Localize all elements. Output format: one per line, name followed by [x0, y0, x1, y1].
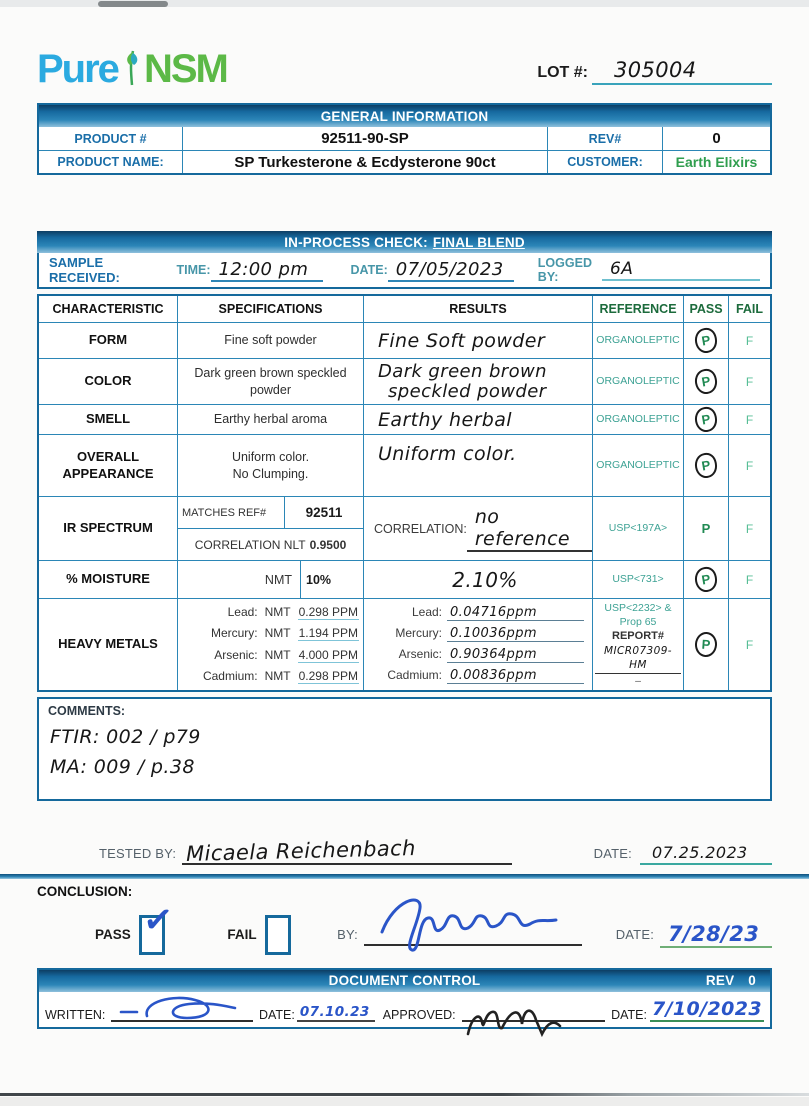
- color-pass: P: [700, 373, 712, 390]
- color-result-line2: speckled powder: [388, 380, 547, 402]
- form-characteristic: FORM: [88, 332, 128, 348]
- tested-by-signature-field: [182, 835, 512, 867]
- lot-number-label: LOT #:: [537, 64, 588, 81]
- sample-date-label: DATE:: [350, 263, 388, 277]
- table-row-ir-spectrum: [39, 496, 770, 560]
- heavy-metals-characteristic: HEAVY METALS: [58, 636, 158, 652]
- color-spec-line1: Dark green brown speckled: [194, 366, 347, 381]
- conclusion-by-label: BY:: [337, 927, 358, 942]
- pure-nsm-logo: [37, 47, 227, 89]
- ir-pass: P: [683, 497, 728, 560]
- form-reference: ORGANOLEPTIC: [592, 323, 683, 358]
- pass-checkmark: ✓: [140, 897, 176, 941]
- comment-line-ma: MA: 009 / p.38: [50, 756, 195, 778]
- hm-result-arsenic-label: Arsenic:: [398, 647, 442, 661]
- smell-reference: ORGANOLEPTIC: [592, 405, 683, 434]
- document-sheet: [37, 7, 772, 1029]
- ir-spec-cell: [177, 497, 363, 560]
- hm-result-cadmium-label: Cadmium:: [387, 668, 442, 682]
- tested-by-signature: Micaela Reichenbach: [185, 835, 417, 867]
- approved-date-value: 7/10/2023: [651, 997, 762, 1020]
- tested-date-label: DATE:: [593, 846, 632, 861]
- form-result: Fine Soft powder: [378, 329, 546, 352]
- sample-received-row: [37, 253, 772, 289]
- heavy-metals-pass-circle: [694, 631, 718, 657]
- hm-spec-mercury-label: Mercury:: [210, 626, 258, 641]
- form-pass-circle: [693, 326, 719, 354]
- table-row-heavy-metals: [39, 598, 770, 690]
- general-info-row-product-number: [39, 127, 770, 150]
- hm-spec-cadmium-value: 0.298 PPM: [298, 668, 358, 683]
- conclusion-by-signature: [364, 924, 582, 946]
- check-table: [37, 294, 772, 692]
- in-process-check-section: [37, 231, 772, 289]
- hm-spec-lead-value: 0.298 PPM: [298, 605, 358, 620]
- table-row-form: [39, 322, 770, 358]
- hm-reference-report-number: MICR07309-HM: [595, 644, 681, 674]
- document-control-table: [37, 968, 772, 1029]
- conclusion-date-value: 7/28/23: [660, 922, 772, 948]
- overall-pass: P: [700, 457, 712, 474]
- rev-label: REV#: [547, 127, 662, 150]
- table-row-moisture: [39, 560, 770, 598]
- moisture-fail: F: [728, 561, 770, 598]
- hm-spec-cadmium-nmt: NMT: [264, 668, 291, 683]
- hm-spec-arsenic-label: Arsenic:: [214, 647, 258, 662]
- tested-by-label: TESTED BY:: [99, 846, 177, 861]
- smell-result: Earthy herbal: [378, 408, 512, 431]
- conclusion-pass-label: PASS: [95, 927, 131, 942]
- written-label: WRITTEN:: [45, 1007, 106, 1022]
- color-pass-circle: [693, 367, 719, 395]
- ir-correlation-spec-label: CORRELATION NLT: [194, 537, 306, 552]
- hm-spec-mercury-value: 1.194 PPM: [298, 626, 358, 641]
- col-header-specifications: SPECIFICATIONS: [177, 296, 363, 322]
- col-header-pass: PASS: [683, 296, 728, 322]
- moisture-spec-cell: [177, 561, 363, 598]
- moisture-spec-value: 10%: [306, 572, 332, 587]
- document-control-rev: [706, 973, 756, 988]
- product-name-value: SP Turkesterone & Ecdysterone 90ct: [182, 150, 547, 173]
- smell-spec: Earthy herbal aroma: [177, 405, 363, 434]
- dc-rev-label: REV: [705, 973, 735, 988]
- heavy-metals-spec-cell: [177, 599, 363, 690]
- ir-matches-ref-label: MATCHES REF#: [178, 497, 285, 528]
- form-pass: P: [700, 332, 712, 349]
- approved-signature-field: [462, 1002, 605, 1022]
- lot-number-block: [537, 58, 772, 85]
- overall-result: Uniform color.: [378, 443, 517, 465]
- sample-date-field: [388, 259, 514, 282]
- col-header-characteristic: CHARACTERISTIC: [52, 302, 164, 316]
- in-process-title-prefix: IN-PROCESS CHECK:: [284, 234, 428, 250]
- hm-spec-arsenic-value: 4.000 PPM: [298, 647, 358, 662]
- moisture-result: 2.10%: [452, 567, 518, 592]
- ir-fail: F: [728, 497, 770, 560]
- hm-spec-arsenic-nmt: NMT: [264, 647, 291, 662]
- product-name-label: PRODUCT NAME:: [39, 150, 182, 173]
- logged-by-value: 6A: [610, 259, 634, 279]
- ir-matches-ref-value: 92511: [305, 505, 343, 520]
- general-info-row-product-name: [39, 150, 770, 173]
- conclusion-row: [37, 897, 772, 955]
- heavy-metals-results-cell: [363, 599, 592, 690]
- smell-pass: P: [700, 411, 712, 428]
- ir-characteristic: IR SPECTRUM: [63, 520, 153, 536]
- customer-label: CUSTOMER:: [547, 150, 662, 173]
- conclusion-label: CONCLUSION:: [37, 883, 133, 899]
- tested-date-value: 07.25.2023: [640, 843, 772, 865]
- moisture-reference: USP<731>: [592, 561, 683, 598]
- ir-result-label: CORRELATION:: [374, 521, 467, 536]
- hm-result-lead-label: Lead:: [411, 605, 442, 619]
- in-process-stage: FINAL BLEND: [432, 234, 525, 250]
- sample-received-label: SAMPLE RECEIVED:: [49, 255, 120, 285]
- customer-value: Earth Elixirs: [662, 150, 770, 173]
- col-header-results: RESULTS: [363, 296, 592, 322]
- form-fail: F: [728, 323, 770, 358]
- time-value: 12:00 pm: [218, 258, 309, 280]
- time-label: TIME:: [176, 263, 211, 277]
- table-row-smell: [39, 404, 770, 434]
- heavy-metals-reference-cell: [592, 599, 683, 690]
- scan-edge-bottom-line: [0, 1093, 809, 1096]
- check-table-header-row: [39, 296, 770, 322]
- conclusion-date-label: DATE:: [615, 927, 655, 942]
- dc-rev-value: 0: [748, 973, 756, 988]
- ir-reference: USP<197A>: [592, 497, 683, 560]
- conclusion-fail-label: FAIL: [227, 927, 257, 942]
- written-signature-field: [111, 1002, 253, 1022]
- fail-checkbox: [265, 915, 292, 955]
- color-spec-line2: powder: [250, 382, 291, 397]
- hm-result-mercury-value: 0.10036ppm: [447, 626, 584, 642]
- color-characteristic: COLOR: [84, 373, 132, 389]
- hm-result-lead-value: 0.04716ppm: [447, 605, 584, 621]
- pass-checkbox: [139, 897, 176, 955]
- smell-characteristic: SMELL: [85, 411, 131, 427]
- product-number-value: 92511-90-SP: [182, 127, 547, 150]
- overall-fail: F: [728, 435, 770, 496]
- logo-text-nsm: NSM: [143, 47, 227, 91]
- hm-result-cadmium-value: 0.00836ppm: [447, 668, 584, 684]
- col-header-fail: FAIL: [728, 296, 770, 322]
- hm-result-arsenic-value: 0.90364ppm: [447, 647, 584, 663]
- leaf-icon: [121, 47, 143, 91]
- ir-correlation-spec-value: 0.9500: [309, 537, 347, 552]
- moisture-pass-circle: [693, 565, 719, 593]
- lot-number-field: [592, 58, 772, 85]
- scan-edge-bottom: [0, 1097, 809, 1106]
- comment-line-ftir: FTIR: 002 / p79: [50, 726, 201, 748]
- hm-spec-cadmium-label: Cadmium:: [202, 668, 258, 683]
- hm-reference-dash: –: [635, 675, 641, 688]
- color-reference: ORGANOLEPTIC: [592, 359, 683, 404]
- moisture-characteristic: % MOISTURE: [66, 571, 150, 587]
- sample-date-value: 07/05/2023: [395, 258, 504, 280]
- heavy-metals-fail: F: [728, 599, 770, 690]
- lot-number-value: 305004: [614, 58, 697, 82]
- table-row-overall-appearance: [39, 434, 770, 496]
- logged-by-label: LOGGED BY:: [537, 256, 592, 284]
- ir-result-value: no reference: [467, 506, 592, 552]
- document-control-header: [39, 970, 770, 992]
- hm-reference-report-label: REPORT#: [612, 630, 664, 642]
- by-signature-squiggle-icon: [374, 890, 604, 952]
- table-row-color: [39, 358, 770, 404]
- hm-reference-prop65: Prop 65: [619, 615, 657, 628]
- document-control-title: DOCUMENT CONTROL: [328, 973, 481, 988]
- smell-fail: F: [728, 405, 770, 434]
- written-date-label: DATE:: [258, 1007, 295, 1022]
- color-fail: F: [728, 359, 770, 404]
- time-field: [211, 259, 323, 282]
- moisture-spec-nmt: NMT: [264, 572, 292, 587]
- document-header: [37, 47, 772, 89]
- hm-spec-lead-nmt: NMT: [264, 605, 291, 620]
- heavy-metals-pass: P: [701, 636, 711, 653]
- overall-spec-line2: No Clumping.: [232, 466, 309, 481]
- rev-value: 0: [662, 127, 770, 150]
- overall-characteristic-line2: APPEARANCE: [62, 465, 154, 481]
- tested-by-row: [37, 835, 772, 867]
- general-information-header: GENERAL INFORMATION: [39, 105, 770, 127]
- product-number-label: PRODUCT #: [74, 131, 147, 146]
- approved-signature-squiggle-icon: [462, 1002, 592, 1042]
- in-process-check-header: [37, 231, 772, 253]
- general-information-table: [37, 103, 772, 175]
- overall-pass-circle: [693, 451, 719, 479]
- hm-spec-mercury-nmt: NMT: [264, 626, 291, 641]
- moisture-pass: P: [700, 571, 712, 588]
- written-date-value: 07.10.23: [297, 1004, 375, 1022]
- hm-result-mercury-label: Mercury:: [395, 626, 442, 640]
- col-header-reference: REFERENCE: [592, 296, 683, 322]
- logged-by-field: [602, 259, 760, 281]
- written-signature-squiggle-icon: [117, 992, 247, 1026]
- color-result-line1: Dark green brown: [378, 360, 547, 382]
- approved-date-label: DATE:: [611, 1007, 647, 1022]
- smell-pass-circle: [693, 405, 719, 433]
- hm-reference-usp: USP<2232> &: [604, 601, 672, 614]
- comments-label: COMMENTS:: [48, 704, 126, 718]
- comments-box: [37, 697, 772, 801]
- overall-reference: ORGANOLEPTIC: [592, 435, 683, 496]
- logo-text-pure: Pure: [37, 47, 118, 91]
- section-divider: [0, 874, 809, 879]
- overall-spec-line1: Uniform color.: [231, 450, 310, 465]
- overall-characteristic-line1: OVERALL: [76, 449, 140, 465]
- hm-spec-lead-label: Lead:: [227, 605, 258, 620]
- document-control-body: [39, 992, 770, 1027]
- approved-label: APPROVED:: [382, 1007, 456, 1022]
- form-spec: Fine soft powder: [177, 323, 363, 358]
